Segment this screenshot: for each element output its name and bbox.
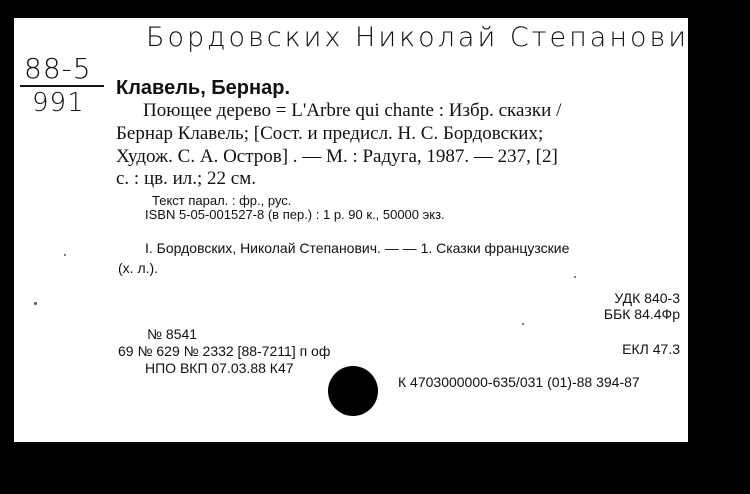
card-number: № 8541 xyxy=(147,326,198,342)
bottom-code: К 4703000000-635/031 (01)-88 394-87 xyxy=(398,374,640,390)
order-line: 69 № 629 № 2332 [88-7211] п оф xyxy=(118,343,331,359)
entry-line-1: Поющее дерево = L'Arbre qui chante : Избр. сказки / xyxy=(143,100,562,121)
isbn-line: ISBN 5-05-001527-8 (в пер.) : 1 р. 90 к., 50000 экз. xyxy=(145,207,445,222)
ink-speck xyxy=(64,254,66,256)
handwritten-shelf-mark-top: 88-5 xyxy=(24,52,92,85)
ink-speck xyxy=(574,276,576,278)
language-note: Текст парал. : фр., рус. xyxy=(152,193,292,208)
ekl-code: ЕКЛ 47.3 xyxy=(622,341,680,357)
npo-line: НПО ВКП 07.03.88 К47 xyxy=(145,360,294,376)
ink-speck xyxy=(34,302,37,305)
handwritten-author-name: Бордовских Николай Степанови xyxy=(146,22,690,53)
entry-line-3: Худож. С. А. Остров] . — М. : Радуга, 1987. — 237, [2] xyxy=(116,146,558,167)
entry-line-4: с. : цв. ил.; 22 см. xyxy=(116,168,256,189)
tracing-line-1: I. Бордовских, Николай Степанович. — — 1. Сказки французские xyxy=(145,240,570,256)
tracing-line-2: (х. л.). xyxy=(118,260,159,276)
handwritten-shelf-mark-bottom: 991 xyxy=(32,88,85,118)
shelf-mark-divider xyxy=(20,85,104,87)
catalog-card xyxy=(14,18,688,442)
bbk-code: ББК 84.4Фр xyxy=(603,306,680,322)
entry-heading: Клавель, Бернар. xyxy=(116,77,290,99)
punch-hole xyxy=(328,366,378,416)
ink-speck xyxy=(522,323,524,325)
udk-code: УДК 840-3 xyxy=(614,290,680,306)
entry-line-2: Бернар Клавель; [Сост. и предисл. Н. С. Бордовских; xyxy=(116,123,544,144)
